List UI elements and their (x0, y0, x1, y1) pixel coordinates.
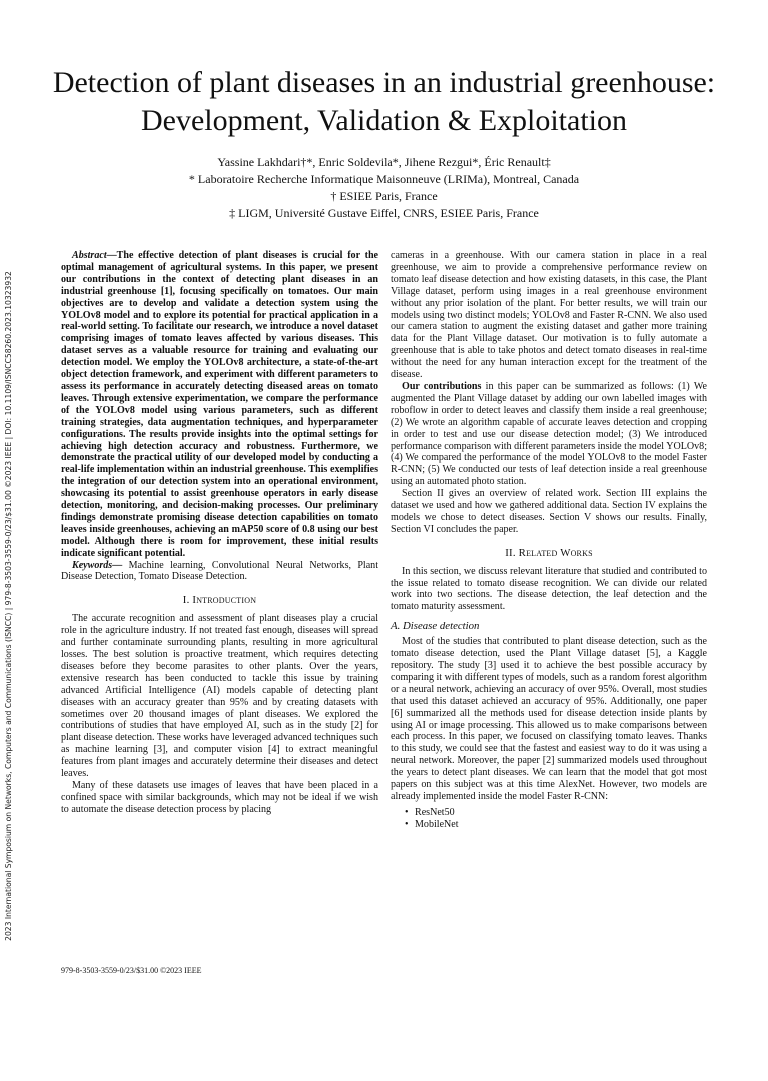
contributions-lead: Our contributions (402, 380, 482, 392)
keywords-lead: Keywords— (72, 559, 123, 571)
section-number: I. (182, 594, 190, 607)
left-column (61, 250, 378, 816)
keywords (61, 560, 378, 584)
paper-title: Detection of plant diseases in an industrial greenhouse: Development, Validation & Exploitation (52, 66, 716, 137)
section-heading-related-works (391, 548, 707, 560)
side-citation-note: 2023 International Symposium on Networks, Computers and Communications (ISNCC) | 979-8-3503-3559-0/23/$31.00 ©2023 IEEE | DOI: 10.1109/ISNCC58260.2023.10323932 (4, 271, 13, 941)
author-names: Yassine Lakhdari†*, Enric Soldevila*, Jihene Rezgui*, Éric Renault‡ (217, 155, 551, 169)
keywords-text: Machine learning, Convolutional Neural Networks, Plant Disease Detection, Tomato Disease Detection. (61, 559, 378, 583)
section-number: II. (505, 546, 516, 559)
model-bullet-list (391, 807, 707, 831)
affiliation-ligm: ‡ LIGM, Université Gustave Eiffel, CNRS, ESIEE Paris, France (229, 206, 539, 220)
related-paragraph-1: In this section, we discuss relevant literature that studied and contributed to the issue related to tomato disease recognition. We can divide our related work into two sections. The disease detection, the leaf detection and the tomato maturity assessment. (391, 565, 707, 613)
intro-paragraph-1: The accurate recognition and assessment of plant diseases play a crucial role in the agriculture industry. If not treated fast enough, diseases will spread and further contaminate surrounding plants, resulting in more agricultural losses. The best solution is proactive treatment, which requires detecting diseases before they become parasites to other plants. Over the years, extensive research has been conducted to tackle this issue by training advanced Artificial Intelligence (AI) models capable of detecting plant diseases with an accuracy greater than 95% and by creating datasets with sometimes over 20 thousand images of plant diseases. We explored the contributions of studies that have employed AI, such as in the study [2] for plant disease detection. These works have leveraged advanced techniques such as machine learning [3], and computer vision [4] to extract meaningful features from plant images and accurately determine their diseases and detect leaves. (61, 613, 378, 780)
contributions-paragraph (391, 381, 707, 488)
contributions-text: in this paper can be summarized as follows: (1) We augmented the Plant Village dataset by adding our own labelled images with roboflow in order to detect leaves and classify them inside a real greenhouse; (2) We wrote an algorithm capable of accurate leaves detection and cropping in order to test and use our disease detection model; (3) We introduced performance comparison with different parameters inside the model YOLOv8; (4) We compared the performance of the model YOLOv8 to the model Faster R-CNN; (5) We conducted our tests of leaf detection inside a real greenhouse using an automated photo station. (391, 380, 707, 488)
disease-detection-paragraph: Most of the studies that contributed to plant disease detection, such as the tomato disease detection, used the Plant Village dataset [5], a Kaggle repository. The study [3] used it to achieve the best possible accuracy by comparing it with different types of models, such as a random forest algorithm or a neural network, achieving an accuracy of over 95%. Overall, most studies that used this dataset achieved an accuracy of 95%. Additionally, one paper [6] summarized all the methods used for disease detection inside plants by using AI or image processing. This allowed us to make comparisons between each process. In this paper, we focused on classifying tomato leaves. Thanks to this study, we could see that the fastest and easiest way to do it was using a neural network. Moreover, the paper [2] summarized models used throughout the years to detect plant diseases. We can learn that the model that got most papers on this subject was at this time AlexNet. However, two models are already implemented inside the model Faster R-CNN: (391, 636, 707, 802)
list-item: • MobileNet (405, 819, 707, 831)
intro-paragraph-2: Many of these datasets use images of leaves that have been placed in a confined space with similar backgrounds, which may not be ideal if we wish to automate the disease detection process by placing (61, 779, 378, 815)
abstract (61, 250, 378, 560)
section-title: Introduction (192, 594, 257, 607)
abstract-lead: Abstract (72, 250, 107, 261)
affiliation-esiee: † ESIEE Paris, France (330, 189, 438, 203)
copyright-footer: 979-8-3503-3559-0/23/$31.00 ©2023 IEEE (61, 966, 202, 975)
section-title: Related Works (518, 546, 593, 559)
right-column (391, 250, 707, 831)
intro-paragraph-3: cameras in a greenhouse. With our camera station in place in a real greenhouse, we aim to provide a comprehensive performance review on tomato leaf disease detection and how existing datasets, in this case, the Plant Village dataset, perform using images in a real greenhouse environment without any prior isolation of the plant. For better results, we will train our models using two distinct models; YOLOv8 and Faster R-CNN. We also used our camera station to augment the existing dataset and gather more training data for the Plant Village dataset. Our motivation is to fully automate a greenhouse that is able to take photos and detect tomato diseases in real-time without the need for any human interaction except for the treatment of the disease. (391, 250, 707, 381)
subsection-heading-disease-detection: A. Disease detection (391, 620, 480, 633)
section-heading-introduction (61, 595, 378, 607)
author-block (40, 154, 728, 222)
outline-paragraph: Section II gives an overview of related work. Section III explains the dataset we used and how we gathered additional data. Section IV explains the models we chose to detect diseases. Section V shows our results. Finally, Section VI concludes the paper. (391, 488, 707, 535)
abstract-text: —The effective detection of plant diseases is crucial for the optimal management of agricultural systems. In this paper, we present our contributions in the context of detecting plant diseases in an industrial greenhouse [1], focusing specifically on tomatoes. Our main objectives are to develop and validate a detection system using the YOLOv8 model and to explore its potential for practical application in a real-world setting. To facilitate our research, we introduce a novel dataset comprising images of tomato leaves affected by various diseases. This dataset serves as a valuable resource for training and evaluating our detection model. We employ the YOLOv8 architecture, a state-of-the-art object detection framework, and experiment with different parameters to assess its performance in accurately detecting diseased areas on tomato leaves. Through extensive experimentation, we compare the performance of the YOLOv8 model using various parameters, such as different training strategies, data augmentation techniques, and hyperparameter configurations. The results provide insights into the optimal settings for achieving high detection accuracy and robustness. Furthermore, we demonstrate the practical utility of our developed model by conducting a real-life implementation within an industrial greenhouse. This exemplifies the integration of our detection system into an operational environment, showcasing its potential to assist greenhouse operators in early disease detection, monitoring, and decision-making processes. Our preliminary findings demonstrate promising disease detection capabilities on tomato leaves inside greenhouses, achieving an mAP50 score of 0.8 using our best model. Although there is room for improvement, these initial results indicate significant potential. (61, 250, 378, 559)
list-item: • ResNet50 (405, 807, 707, 819)
affiliation-lrima: * Laboratoire Recherche Informatique Maisonneuve (LRIMa), Montreal, Canada (188, 172, 580, 186)
